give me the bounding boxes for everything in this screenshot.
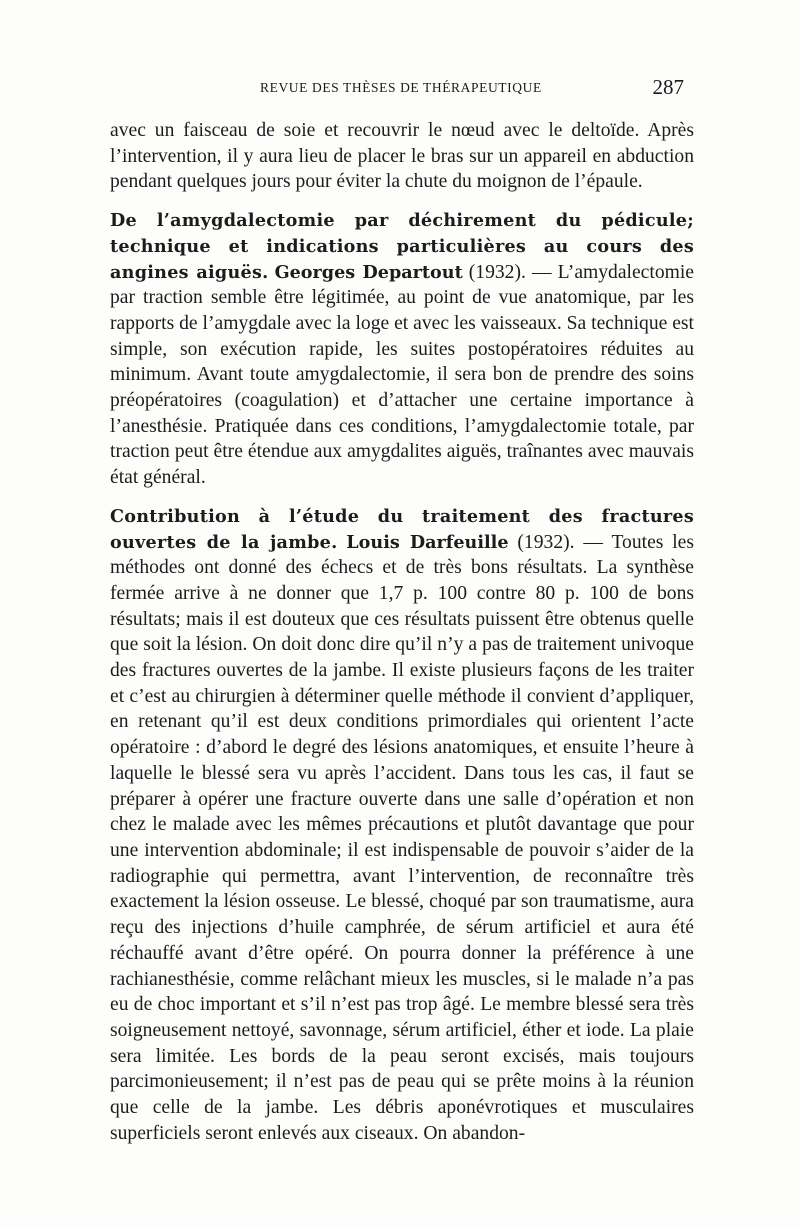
paragraph-text: avec un faisceau de soie et recouvrir le nœud avec le deltoïde. Après l’intervention, il y aura lieu de placer le bras sur un appareil en abduction pendant quelques jours pour éviter la chute du moignon de l’épaule. xyxy=(110,120,694,193)
thesis-year: (1932). — xyxy=(508,531,612,553)
thesis-title: De l’amygdalectomie par déchirement du pédicule; technique et indications particulières au cours des angines aiguës. xyxy=(110,210,694,283)
thesis-author: Louis Darfeuille xyxy=(346,531,509,553)
thesis-summary: L’amydalectomie par traction semble être légitimée, au point de vue anatomique, par les rapports de l’amygdale avec la loge et avec les vaisseaux. Sa technique est simple, son exécution rapide, les suites postopératoires réduites au minimum. Avant toute amygdalectomie, il sera bon de prendre des soins préopératoires (coagulation) et d’attacher une certaine importance à l’anesthésie. Pratiquée dans ces conditions, l’amygdalectomie totale, par traction peut être étendue aux amygdalites aiguës, traînantes avec mauvais état général. xyxy=(110,261,695,489)
page-header xyxy=(110,75,694,102)
thesis-year: (1932). — xyxy=(462,261,558,283)
body-text xyxy=(110,118,694,1146)
page-number: 287 xyxy=(652,75,684,99)
thesis-author: Georges Departout xyxy=(274,261,463,283)
running-title: REVUE DES THÈSES DE THÉRAPEUTIQUE xyxy=(260,80,542,95)
thesis-entry-amygdalectomie xyxy=(110,208,694,491)
thesis-title: Contribution à l’étude du traitement des fractures ouvertes de la jambe. xyxy=(110,505,694,553)
thesis-entry-fractures xyxy=(110,504,694,1147)
thesis-summary: Toutes les méthodes ont donné des échecs et de très bons résultats. La synthèse fermée arrive à ne donner que 1,7 p. 100 contre 80 p. 100 de bons résultats; mais il est douteux que ces résultats puissent être obtenus quelle que soit la lésion. On doit donc dire qu’il n’y a pas de traitement univoque des fractures ouvertes de la jambe. Il existe plusieurs façons de les traiter et c’est au chirurgien à déterminer quelle méthode il convient d’appliquer, en retenant qu’il est deux conditions primordiales qui orientent l’acte opératoire : d’abord le degré des lésions anatomiques, et ensuite l’heure à laquelle le blessé sera vu après l’accident. Dans tous les cas, il faut se préparer à opérer une fracture ouverte dans une salle d’opération et non chez le malade avec les mêmes précautions et plutôt davantage que pour une intervention abdominale; il est indispensable de pouvoir s’aider de la radiographie qui permettra, avant l’intervention, de reconnaître très exactement la lésion osseuse. Le blessé, choqué par son traumatisme, aura reçu des injections d’huile camphrée, de sérum artificiel et aura été réchauffé avant d’être opéré. On pourra donner la préférence à une rachianesthésie, comme relâchant mieux les muscles, si le malade n’a pas eu de choc important et s’il n’est pas trop âgé. Le membre blessé sera très soigneusement nettoyé, savonnage, sérum artificiel, éther et iode. La plaie sera limitée. Les bords de la peau seront excisés, mais toujours parcimonieusement; il n’est pas de peau qui se prête moins à la réunion que celle de la jambe. Les débris aponévrotiques et musculaires superficiels seront enlevés aux ciseaux. On abandon- xyxy=(110,531,695,1144)
continued-paragraph xyxy=(110,118,694,195)
